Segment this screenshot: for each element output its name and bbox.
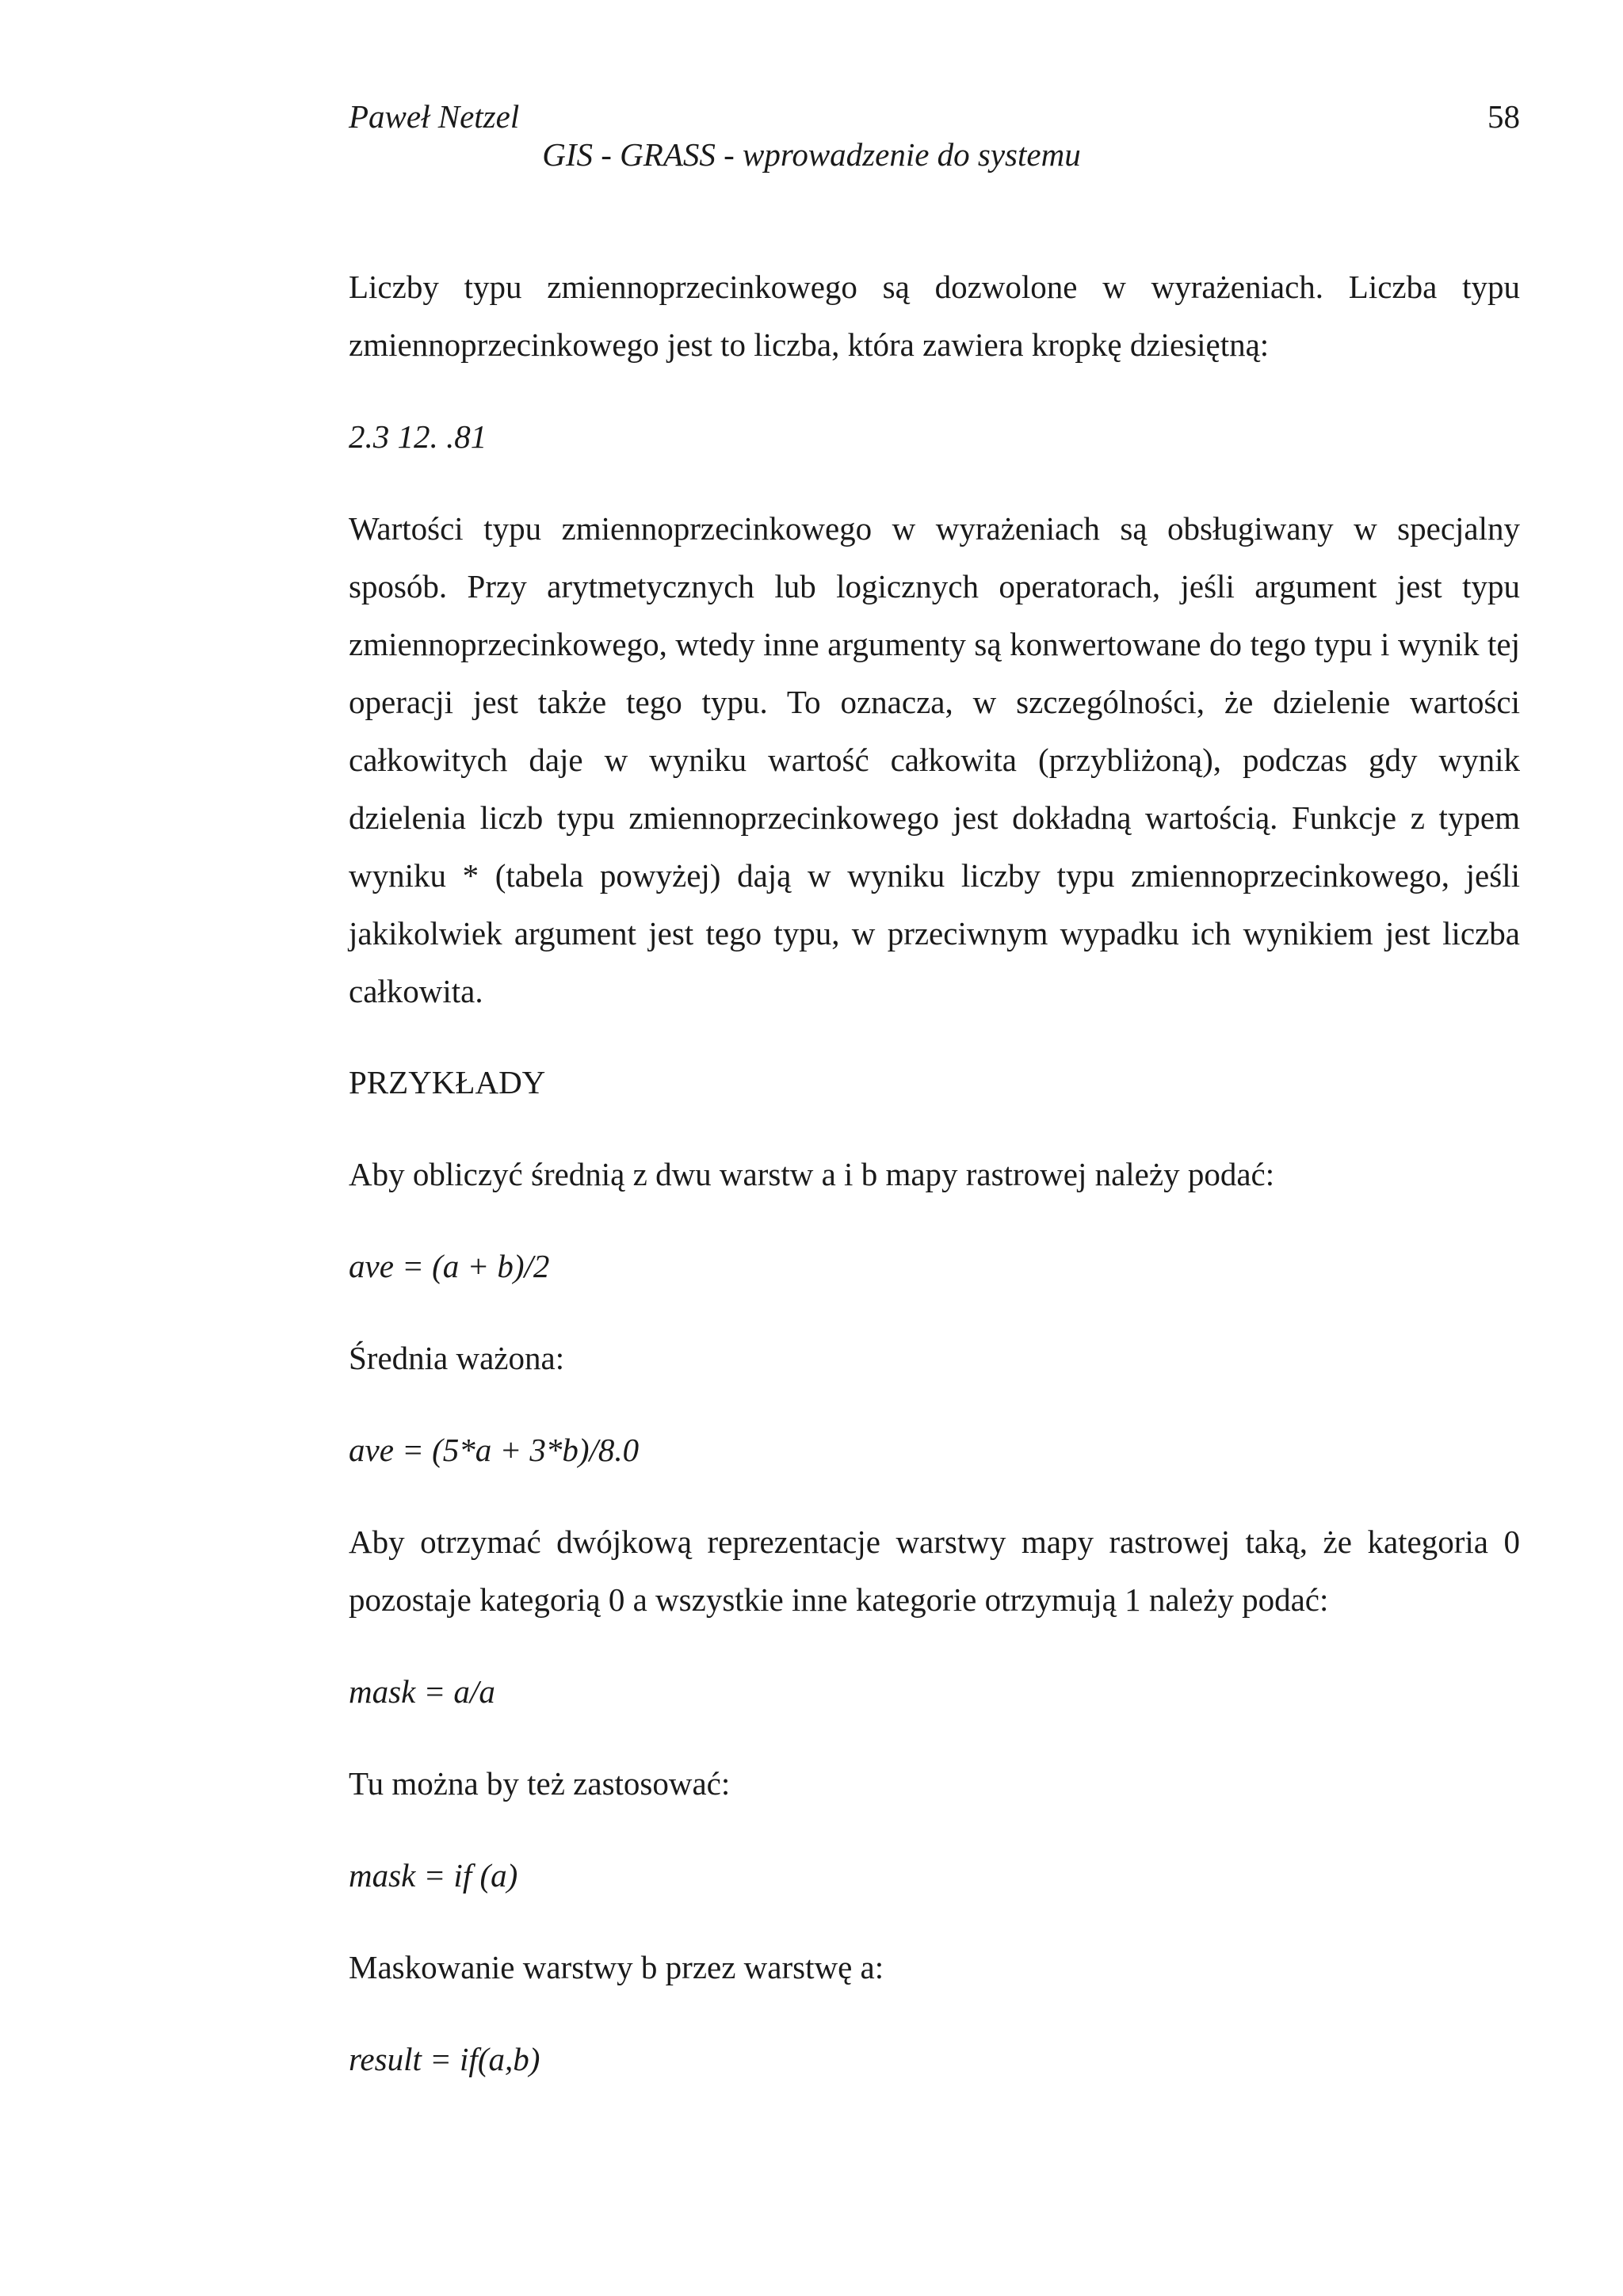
document-body	[349, 258, 1520, 2088]
paragraph-floating-point-rules: Wartości typu zmiennoprzecinkowego w wyrażeniach są obsługiwany w specjalny sposób. Przy arytmetycznych lub logicznych operatorach, jeśli argument jest typu zmiennoprzecinkowego, wtedy inne argumenty są konwertowane do tego typu i wynik tej operacji jest także tego typu. To oznacza, w szczególności, że dzielenie wartości całkowitych daje w wyniku wartość całkowita (przybliżoną), podczas gdy wynik dzielenia liczb typu zmiennoprzecinkowego jest dokładną wartością. Funkcje z typem wyniku * (tabela powyżej) dają w wyniku liczby typu zmiennoprzecinkowego, jeśli jakikolwiek argument jest tego typu, w przeciwnym wypadku ich wynikiem jest liczba całkowita.	[349, 510, 1520, 1009]
example-numbers: 2.3 12. .81	[349, 418, 487, 455]
paragraph-floating-point-intro: Liczby typu zmiennoprzecinkowego są dozwolone w wyrażeniach. Liczba typu zmiennoprzecinkowego jest to liczba, która zawiera kropkę dziesiętną:	[349, 269, 1520, 363]
example-alternative-code: mask = if (a)	[349, 1857, 518, 1894]
example-weighted-text: Średnia ważona:	[349, 1340, 565, 1376]
header-book-title: GIS - GRASS - wprowadzenie do systemu	[542, 136, 1081, 173]
example-binary-text: Aby otrzymać dwójkową reprezentacje warstwy mapy rastrowej taką, że kategoria 0 pozostaje kategorią 0 a wszystkie inne kategorie otrzymują 1 należy podać:	[349, 1524, 1520, 1618]
example-weighted-code: ave = (5*a + 3*b)/8.0	[349, 1432, 640, 1468]
section-heading-examples: PRZYKŁADY	[349, 1064, 546, 1100]
example-alternative-text: Tu można by też zastosować:	[349, 1765, 731, 1802]
example-average-code: ave = (a + b)/2	[349, 1248, 550, 1284]
page-number: 58	[1487, 98, 1520, 135]
example-masking-code: result = if(a,b)	[349, 2041, 540, 2077]
example-average-text: Aby obliczyć średnią z dwu warstw a i b mapy rastrowej należy podać:	[349, 1156, 1275, 1192]
header-author: Paweł Netzel	[349, 98, 520, 135]
example-masking-text: Maskowanie warstwy b przez warstwę a:	[349, 1949, 884, 1985]
example-binary-code: mask = a/a	[349, 1673, 495, 1710]
